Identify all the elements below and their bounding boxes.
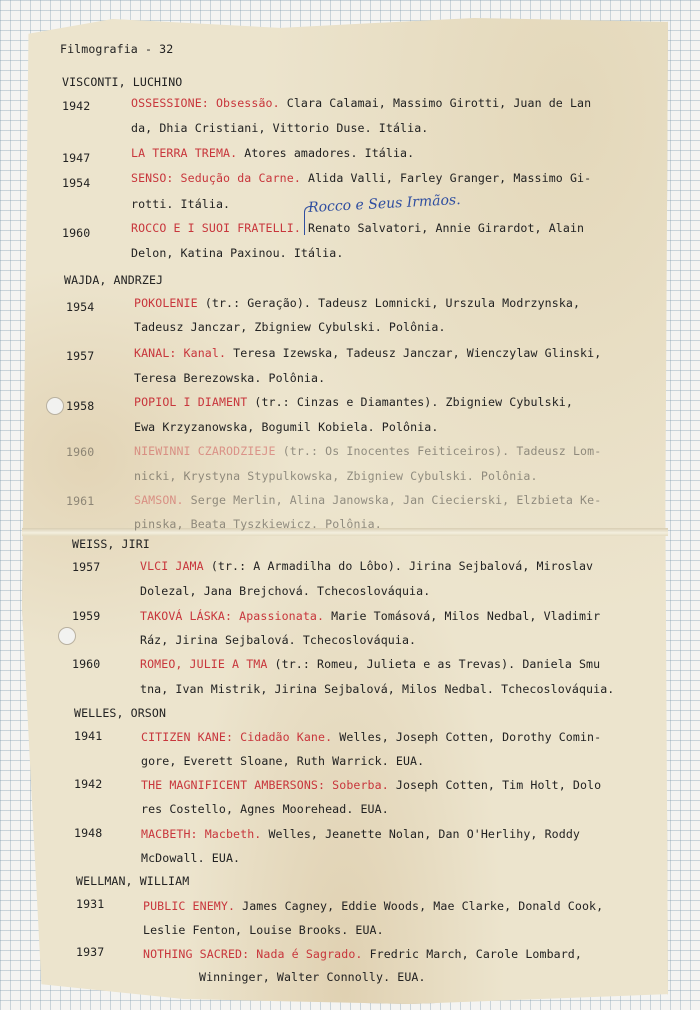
- film-credits-cont: Teresa Berezowska. Polônia.: [134, 371, 326, 385]
- film-title: POPIOL I DIAMENT: [134, 395, 248, 409]
- film-year: 1957: [66, 349, 95, 363]
- film-year: 1957: [72, 560, 101, 574]
- film-credits: (tr.: Os Inocentes Feiticeiros). Tadeusz Lom-: [275, 444, 602, 458]
- film-title: NIEWINNI CZARODZIEJE: [134, 444, 276, 458]
- film-year: 1942: [62, 99, 91, 113]
- film-credits-cont: gore, Everett Sloane, Ruth Warrick. EUA.: [141, 754, 425, 768]
- film-credits: Fredric March, Carole Lombard,: [362, 947, 582, 961]
- punch-hole: [46, 397, 64, 415]
- film-year: 1960: [72, 657, 101, 671]
- film-title: SENSO: Sedução da Carne.: [131, 171, 301, 185]
- film-credits-cont: McDowall. EUA.: [141, 851, 241, 865]
- film-credits-cont: Ewa Krzyzanowska, Bogumil Kobiela. Polônia.: [134, 420, 439, 434]
- director-name: WELLES, ORSON: [74, 706, 167, 720]
- film-credits-cont: pinska, Beata Tyszkiewicz. Polônia.: [134, 517, 382, 531]
- director-name: WELLMAN, WILLIAM: [76, 874, 190, 888]
- film-title: ROMEO, JULIE A TMA: [140, 657, 268, 671]
- film-credits: (tr.: A Armadilha do Lôbo). Jirina Sejbalová, Miroslav: [203, 559, 594, 573]
- film-year: 1931: [76, 897, 105, 911]
- film-credits: Renato Salvatori, Annie Girardot, Alain: [300, 221, 585, 235]
- film-year: 1958: [66, 399, 95, 413]
- director-name: VISCONTI, LUCHINO: [62, 75, 183, 89]
- film-title: MACBETH: Macbeth.: [141, 827, 262, 841]
- film-credits-cont: nicki, Krystyna Stypulkowska, Zbigniew Cybulski. Polônia.: [134, 469, 538, 483]
- film-title: OSSESSIONE: Obsessão.: [131, 96, 280, 110]
- film-credits: Clara Calamai, Massimo Girotti, Juan de Lan: [279, 96, 592, 110]
- film-credits: James Cagney, Eddie Woods, Mae Clarke, Donald Cook,: [235, 899, 604, 913]
- film-title: THE MAGNIFICENT AMBERSONS: Soberba.: [141, 778, 389, 792]
- film-title: POKOLENIE: [134, 296, 198, 310]
- film-credits: Teresa Izewska, Tadeusz Janczar, Wienczylaw Glinski,: [226, 346, 602, 360]
- film-year: 1947: [62, 151, 91, 165]
- film-title: KANAL: Kanal.: [134, 346, 227, 360]
- film-credits: (tr.: Romeu, Julieta e as Trevas). Daniela Smu: [267, 657, 601, 671]
- paper-sheet: [22, 14, 668, 1004]
- film-credits: Atores amadores. Itália.: [237, 146, 415, 160]
- film-credits: (tr.: Cinzas e Diamantes). Zbigniew Cybulski,: [247, 395, 573, 409]
- film-title: NOTHING SACRED: Nada é Sagrado.: [143, 947, 363, 961]
- film-year: 1954: [62, 176, 91, 190]
- film-title: LA TERRA TREMA.: [131, 146, 238, 160]
- film-year: 1954: [66, 300, 95, 314]
- punch-hole: [58, 627, 76, 645]
- film-title: CITIZEN KANE: Cidadão Kane.: [141, 730, 333, 744]
- film-credits: Marie Tomásová, Milos Nedbal, Vladimir: [324, 609, 601, 623]
- film-year: 1937: [76, 945, 105, 959]
- film-credits: (tr.: Geração). Tadeusz Lomnicki, Urszula Modrzynska,: [197, 296, 581, 310]
- director-name: WEISS, JIRI: [72, 537, 150, 551]
- film-credits: Joseph Cotten, Tim Holt, Dolo: [388, 778, 602, 792]
- film-credits-cont: da, Dhia Cristiani, Vittorio Duse. Itália.: [131, 121, 429, 135]
- film-credits-cont: Dolezal, Jana Brejchová. Tchecoslováquia.: [140, 584, 431, 598]
- film-credits-cont: Leslie Fenton, Louise Brooks. EUA.: [143, 923, 384, 937]
- film-credits-cont: tna, Ivan Mistrik, Jirina Sejbalová, Milos Nedbal. Tchecoslováquia.: [140, 682, 615, 696]
- handwritten-annotation: Rocco e Seus Irmãos.: [307, 192, 462, 216]
- film-credits: Welles, Joseph Cotten, Dorothy Comin-: [332, 730, 602, 744]
- film-year: 1942: [74, 777, 103, 791]
- film-credits-cont: rotti. Itália.: [131, 197, 231, 211]
- film-credits: Serge Merlin, Alina Janowska, Jan Ciecierski, Elzbieta Ke-: [183, 493, 602, 507]
- film-year: 1941: [74, 729, 103, 743]
- film-credits: Alida Valli, Farley Granger, Massimo Gi-: [300, 171, 592, 185]
- film-title: VLCI JAMA: [140, 559, 204, 573]
- film-credits-cont: Winninger, Walter Connolly. EUA.: [199, 970, 426, 984]
- film-title: PUBLIC ENEMY.: [143, 899, 236, 913]
- director-name: WAJDA, ANDRZEJ: [64, 273, 164, 287]
- film-year: 1961: [66, 494, 95, 508]
- film-title: TAKOVÁ LÁSKA: Apassionata.: [140, 609, 325, 623]
- film-year: 1959: [72, 609, 101, 623]
- film-title: SAMSON.: [134, 493, 184, 507]
- film-credits-cont: Delon, Katina Paxinou. Itália.: [131, 246, 344, 260]
- film-credits-cont: res Costello, Agnes Moorehead. EUA.: [141, 802, 389, 816]
- film-credits-cont: Tadeusz Janczar, Zbigniew Cybulski. Polônia.: [134, 320, 446, 334]
- film-year: 1960: [62, 226, 91, 240]
- film-year: 1960: [66, 445, 95, 459]
- page-header: Filmografia - 32: [60, 42, 174, 56]
- film-title: ROCCO E I SUOI FRATELLI.: [131, 221, 301, 235]
- film-credits-cont: Ráz, Jirina Sejbalová. Tchecoslováquia.: [140, 633, 417, 647]
- film-year: 1948: [74, 826, 103, 840]
- film-credits: Welles, Jeanette Nolan, Dan O'Herlihy, Roddy: [261, 827, 580, 841]
